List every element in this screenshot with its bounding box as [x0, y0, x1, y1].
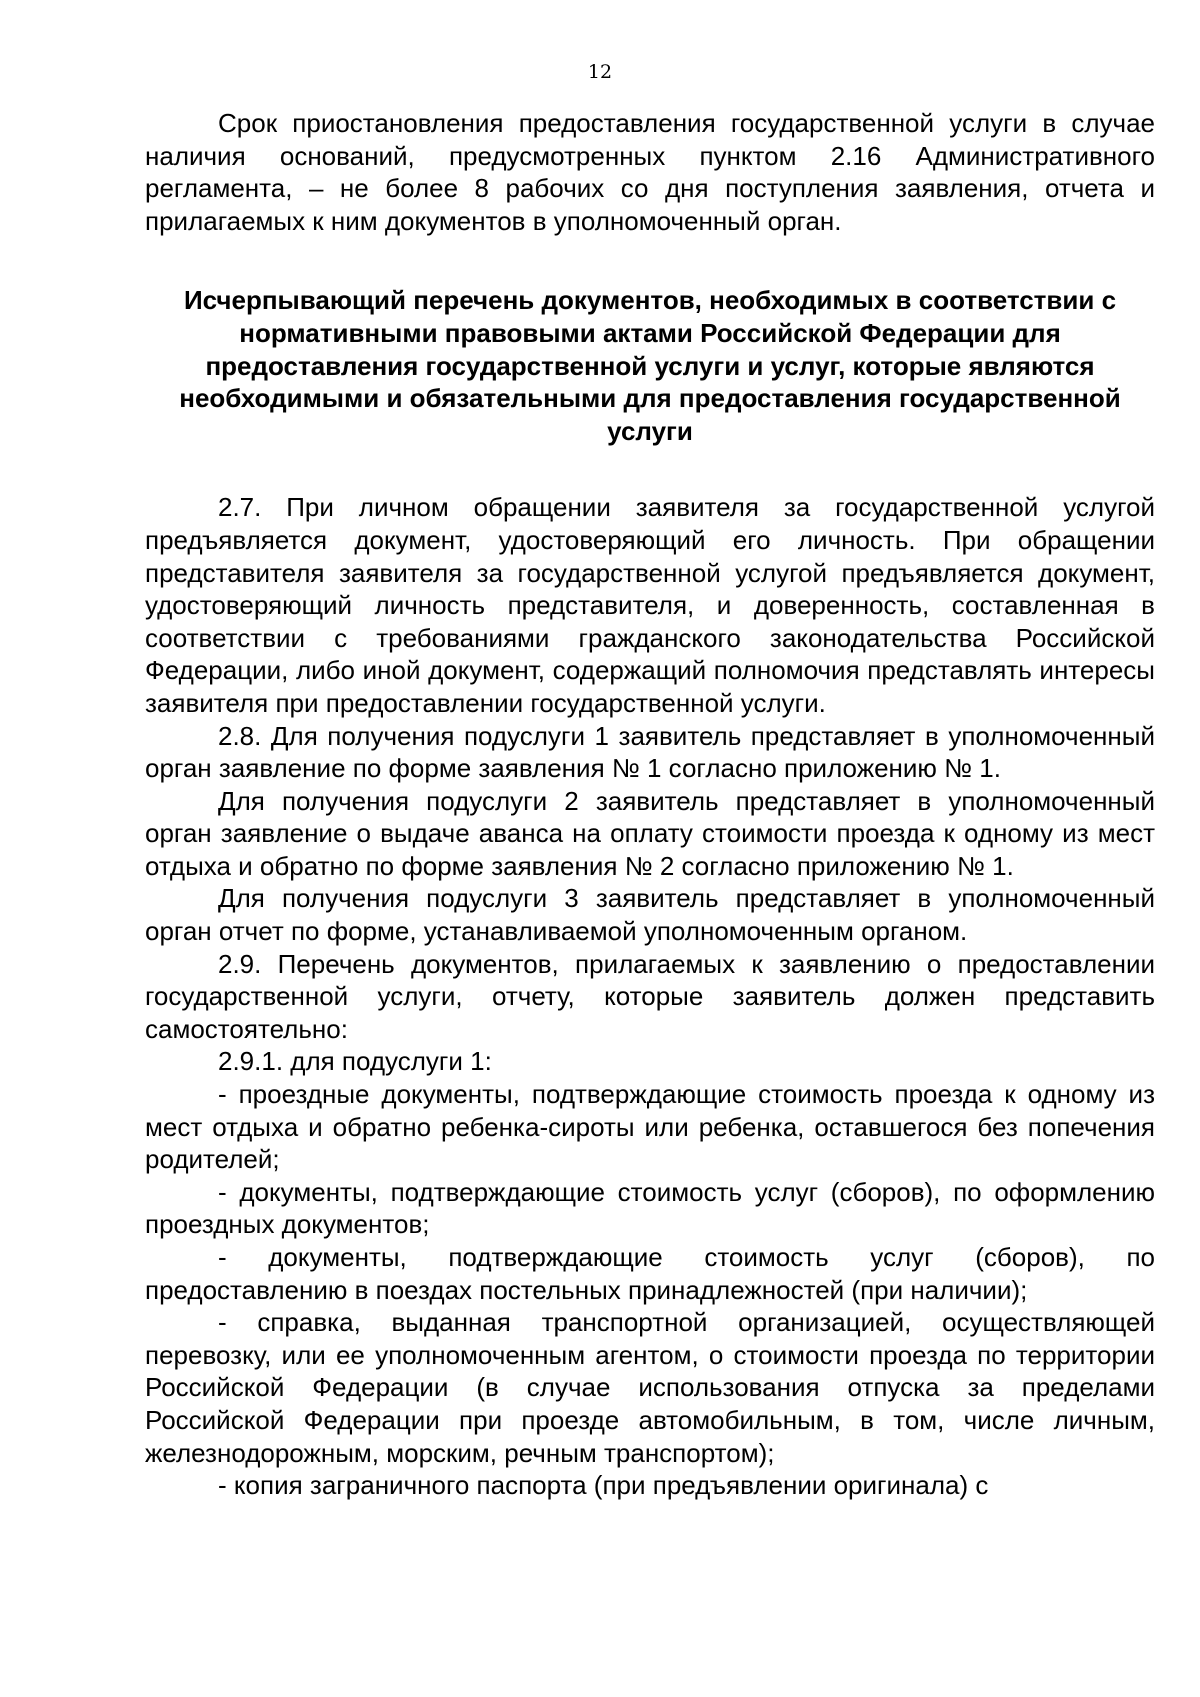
document-body — [145, 107, 1155, 1502]
paragraph-subservice-3: Для получения подуслуги 3 заявитель представляет в уполномоченный орган отчет по форме, устанавливаемой уполномоченным органом. — [145, 883, 1155, 947]
paragraph-2-8: 2.8. Для получения подуслуги 1 заявитель представляет в уполномоченный орган заявление по форме заявления № 1 согласно приложению № 1. — [145, 720, 1155, 784]
list-item-transport-certificate: - справка, выданная транспортной организацией, осуществляющей перевозку, или ее уполномоченным агентом, о стоимости проезда по территории Российской Федерации (в случае использования отпуска за пределами Российской Федерации при проезде автомобильным, в том, числе личным, железнодорожным, морским, речным транспортом); — [145, 1307, 1155, 1468]
section-heading: Исчерпывающий перечень документов, необходимых в соответствии с нормативными правовыми актами Российской Федерации для предоставления государственной услуги и услуг, которые являются необходимыми и обязательными для предоставления государственной услуги — [179, 285, 1121, 446]
page-number: 12 — [587, 61, 613, 83]
paragraph-2-9-1: 2.9.1. для подуслуги 1: — [218, 1046, 492, 1077]
list-item-passport-copy: - копия заграничного паспорта (при предъявлении оригинала) с — [218, 1470, 989, 1501]
list-item-travel-documents: - проездные документы, подтверждающие стоимость проезда к одному из мест отдыха и обратно ребенка-сироты или ребенка, оставшегося без попечения родителей; — [145, 1079, 1155, 1175]
paragraph-suspension-term: Срок приостановления предоставления государственной услуги в случае наличия оснований, предусмотренных пунктом 2.16 Административного регламента, – не более 8 рабочих со дня поступления заявления, отчета и прилагаемых к ним документов в уполномоченный орган. — [145, 108, 1155, 236]
paragraph-2-9: 2.9. Перечень документов, прилагаемых к заявлению о предоставлении государственной услуги, отчету, которые заявитель должен представить самостоятельно: — [145, 948, 1155, 1044]
paragraph-2-7: 2.7. При личном обращении заявителя за государственной услугой предъявляется документ, удостоверяющий его личность. При обращении представителя заявителя за государственной услугой предъявляется документ, удостоверяющий личность представителя, и доверенность, составленная в соответствии с требованиями гражданского законодательства Российской Федерации, либо иной документ, содержащий полномочия представлять интересы заявителя при предоставлении государственной услуги. — [145, 492, 1155, 718]
list-item-bedding-fees: - документы, подтверждающие стоимость услуг (сборов), по предоставлению в поездах постельных принадлежностей (при наличии); — [145, 1242, 1155, 1305]
list-item-service-fees: - документы, подтверждающие стоимость услуг (сборов), по оформлению проездных документов; — [145, 1176, 1155, 1240]
paragraph-subservice-2: Для получения подуслуги 2 заявитель представляет в уполномоченный орган заявление о выдаче аванса на оплату стоимости проезда к одному из мест отдыха и обратно по форме заявления № 2 согласно приложению № 1. — [145, 785, 1155, 881]
